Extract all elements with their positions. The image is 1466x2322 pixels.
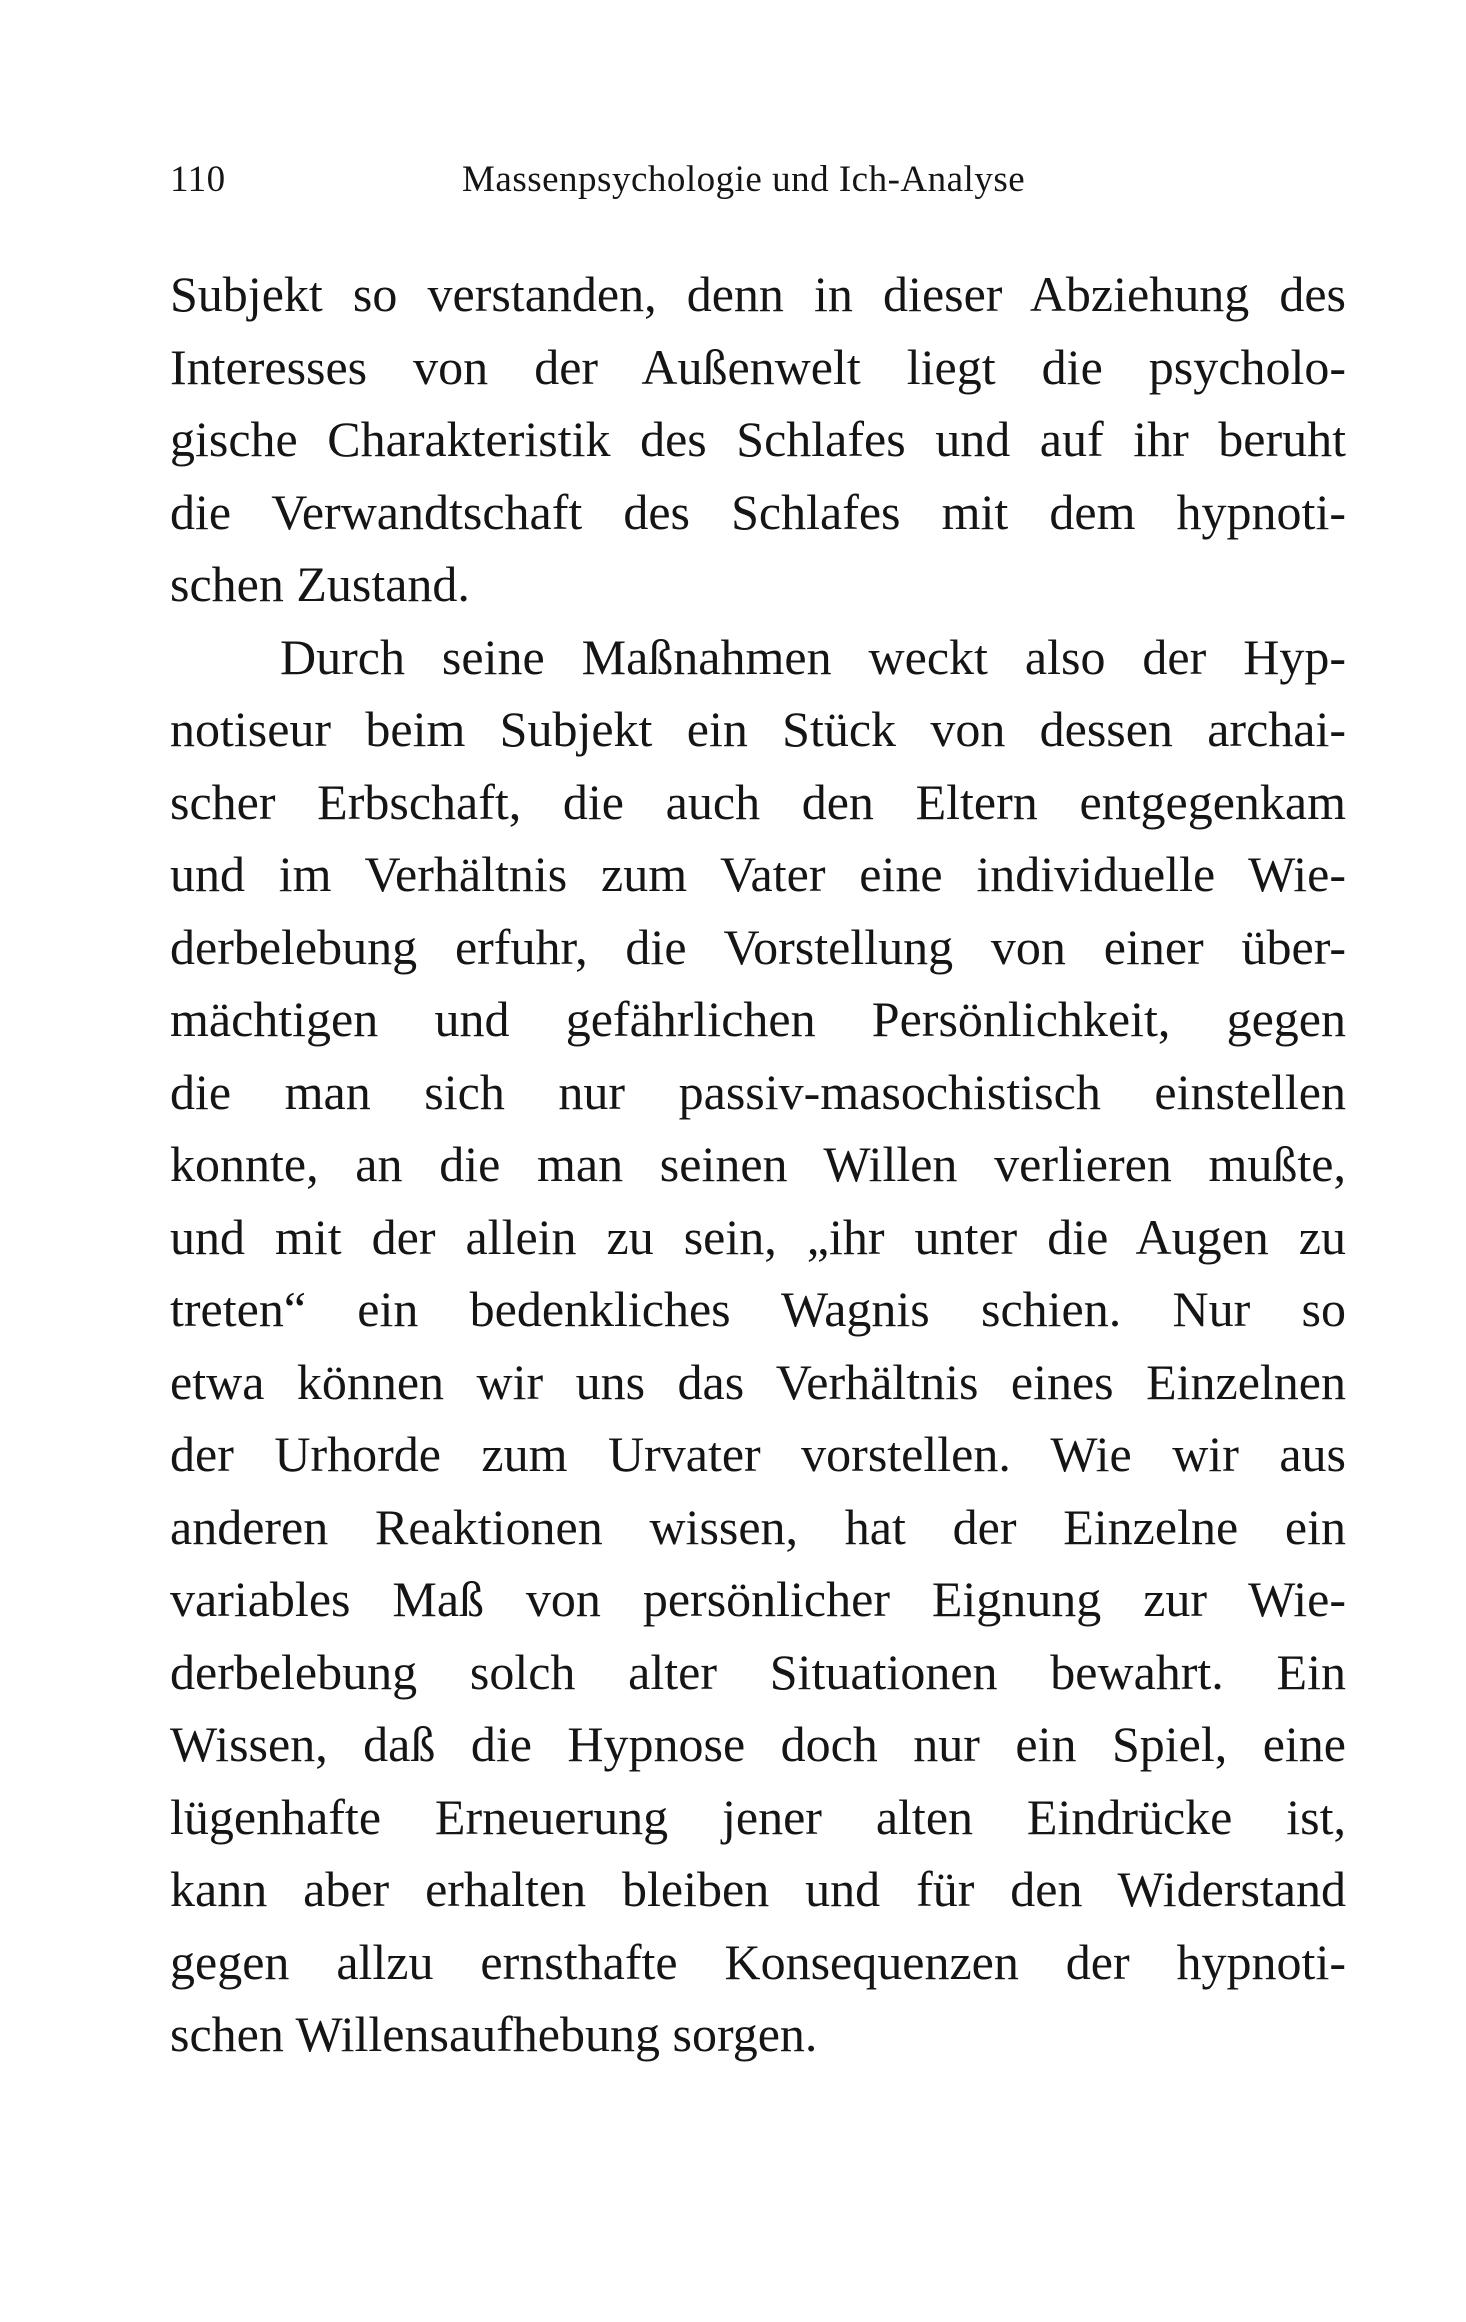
text-line: und im Verhältnis zum Vater eine individuelle Wie- — [170, 846, 1346, 902]
text-line: derbelebung erfuhr, die Vorstellung von einer über- — [170, 918, 1346, 975]
text-line: und mit der allein zu sein, „ihr unter die Augen zu — [170, 1208, 1346, 1265]
text-line: schen Willensaufhebung sorgen. — [170, 2006, 818, 2062]
text-line: die man sich nur passiv-masochistisch einstellen — [170, 1063, 1346, 1120]
page-number: 110 — [170, 159, 226, 200]
text-line: gegen allzu ernsthafte Konsequenzen der hypnoti- — [170, 1933, 1346, 1990]
paragraph — [170, 621, 1346, 2071]
text-line: gische Charakteristik des Schlafes und auf ihr beruht — [170, 411, 1346, 467]
text-line: Wissen, daß die Hypnose doch nur ein Spiel, eine — [170, 1716, 1346, 1772]
text-line: Durch seine Maßnahmen weckt also der Hyp- — [280, 628, 1346, 685]
book-title: Massenpsychologie und Ich-Analyse — [462, 159, 1026, 200]
text-line: mächtigen und gefährlichen Persönlichkeit, gegen — [170, 991, 1346, 1047]
text-line: etwa können wir uns das Verhältnis eines Einzelnen — [170, 1353, 1346, 1410]
text-line: treten“ ein bedenkliches Wagnis schien. Nur so — [170, 1281, 1346, 1337]
text-line: lügenhafte Erneuerung jener alten Eindrücke ist, — [170, 1788, 1346, 1845]
text-line: notiseur beim Subjekt ein Stück von dessen archai- — [170, 701, 1346, 757]
text-line: Subjekt so verstanden, denn in dieser Abziehung des — [170, 266, 1346, 322]
text-line: der Urhorde zum Urvater vorstellen. Wie wir aus — [170, 1426, 1346, 1482]
text-line: scher Erbschaft, die auch den Eltern entgegenkam — [170, 773, 1346, 830]
text-line: variables Maß von persönlicher Eignung zur Wie- — [170, 1571, 1346, 1627]
text-line: anderen Reaktionen wissen, hat der Einzelne ein — [170, 1498, 1346, 1555]
text-line: konnte, an die man seinen Willen verlieren mußte, — [170, 1136, 1346, 1192]
text-line: schen Zustand. — [170, 556, 470, 612]
body-text — [170, 258, 1346, 2071]
text-line: derbelebung solch alter Situationen bewahrt. Ein — [170, 1643, 1346, 1700]
text-line: kann aber erhalten bleiben und für den Widerstand — [170, 1861, 1346, 1917]
running-header — [170, 150, 1340, 210]
paragraph — [170, 258, 1346, 621]
text-line: die Verwandtschaft des Schlafes mit dem hypnoti- — [170, 483, 1346, 540]
text-line: Interesses von der Außenwelt liegt die psycholo- — [170, 338, 1346, 395]
